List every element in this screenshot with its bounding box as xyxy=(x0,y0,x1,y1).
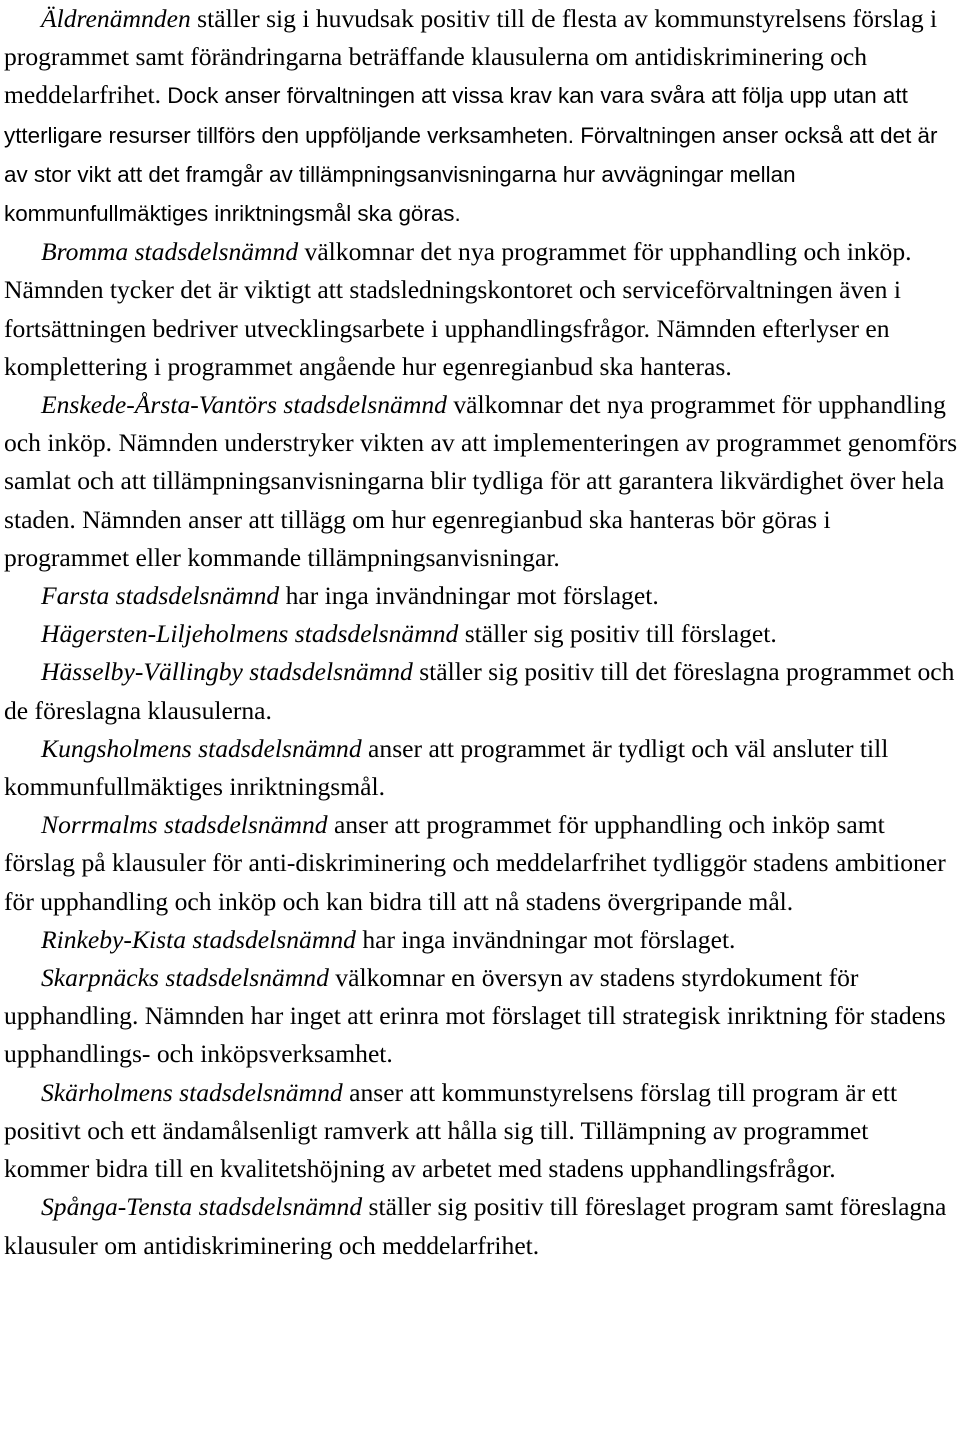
paragraph-hasselby xyxy=(4,653,960,729)
paragraph-text: ställer sig positiv till det föreslagna programmet och de föreslagna klausulerna. xyxy=(4,657,955,725)
paragraph-text: har inga invändningar mot förslaget. xyxy=(355,924,736,954)
paragraph-text: ställer sig positiv till förslaget. xyxy=(458,619,777,649)
paragraph-kungsholmen xyxy=(4,730,960,806)
org-name: Skärholmens stadsdelsnämnd xyxy=(41,1077,343,1107)
paragraph-bromma xyxy=(4,233,960,386)
document-page xyxy=(4,0,960,1265)
org-name: Norrmalms stadsdelsnämnd xyxy=(41,810,328,840)
org-name: Hägersten-Liljeholmens stadsdelsnämnd xyxy=(41,619,459,649)
paragraph-spanga xyxy=(4,1188,960,1264)
org-name: Bromma stadsdelsnämnd xyxy=(41,237,299,267)
org-name: Äldrenämnden xyxy=(41,4,191,33)
paragraph-aldrenamnden xyxy=(4,0,960,233)
paragraph-rinkeby xyxy=(4,921,960,959)
paragraph-skarholmen xyxy=(4,1074,960,1189)
paragraph-text: välkomnar det nya programmet för upphandling och inköp. Nämnden tycker det är viktigt att stadsledningskontoret och serviceförvaltningen även i fortsättningen bedriver utvecklingsarbete i upphandlingsfrågor. Nämnden efterlyser en komplettering i programmet angående hur egenregianbud ska hanteras. xyxy=(4,237,912,381)
paragraph-farsta xyxy=(4,577,960,615)
org-name: Spånga-Tensta stadsdelsnämnd xyxy=(41,1192,363,1222)
org-name: Rinkeby-Kista stadsdelsnämnd xyxy=(41,924,356,954)
paragraph-norrmalm xyxy=(4,806,960,921)
paragraph-text: har inga invändningar mot förslaget. xyxy=(279,581,659,611)
org-name: Hässelby-Vällingby stadsdelsnämnd xyxy=(41,657,413,687)
org-name: Enskede-Årsta-Vantörs stadsdelsnämnd xyxy=(41,390,447,420)
paragraph-skarpnack xyxy=(4,959,960,1074)
paragraph-text: ställer sig positiv till föreslaget program samt föreslagna klausuler om antidiskriminering och meddelarfrihet. xyxy=(4,1192,947,1260)
org-name: Skarpnäcks stadsdelsnämnd xyxy=(41,963,329,993)
paragraph-text: anser att kommunstyrelsens förslag till program är ett positivt och ett ändamålsenligt ramverk att hålla sig till. Tillämpning av programmet kommer bidra till en kvalitetshöjning av arbetet med stadens upphandlingsfrågor. xyxy=(4,1077,898,1184)
paragraph-text: välkomnar det nya programmet för upphandling och inköp. Nämnden understryker vikten av att implementeringen av programmet genomförs samlat och att tillämpningsanvisningarna blir tydliga för att garantera likvärdighet över hela staden. Nämnden anser att tillägg om hur egenregianbud ska hanteras bör göras i programmet eller kommande tillämpningsanvisningar. xyxy=(4,390,958,572)
paragraph-hagersten xyxy=(4,615,960,653)
paragraph-text: ställer sig i huvudsak positiv till de flesta av kommunstyrelsens förslag i programmet samt förändringarna beträffande klausulerna om antidiskriminering och meddelarfrihet. xyxy=(4,4,938,110)
org-name: Kungsholmens stadsdelsnämnd xyxy=(41,733,362,763)
paragraph-text-sans: Dock anser förvaltningen att vissa krav kan vara svåra att följa upp utan att ytterligare resurser tillförs den uppföljande verksamheten. Förvaltningen anser också att det är av stor vikt att det framgår av tillämpningsanvisningarna hur avvägningar mellan kommunfullmäktiges inriktningsmål ska göras. xyxy=(4,83,938,227)
paragraph-text: välkomnar en översyn av stadens styrdokument för upphandling. Nämnden har inget att erinra mot förslaget till strategisk inriktning för stadens upphandlings- och inköpsverksamhet. xyxy=(4,963,946,1069)
paragraph-enskede xyxy=(4,386,960,577)
paragraph-text: anser att programmet är tydligt och väl ansluter till kommunfullmäktiges inriktningsmål. xyxy=(4,733,889,802)
paragraph-text: anser att programmet för upphandling och inköp samt förslag på klausuler för anti-diskriminering och meddelarfrihet tydliggör stadens ambitioner för upphandling och inköp och kan bidra till att nå stadens övergripande mål. xyxy=(4,810,946,916)
org-name: Farsta stadsdelsnämnd xyxy=(41,581,280,611)
